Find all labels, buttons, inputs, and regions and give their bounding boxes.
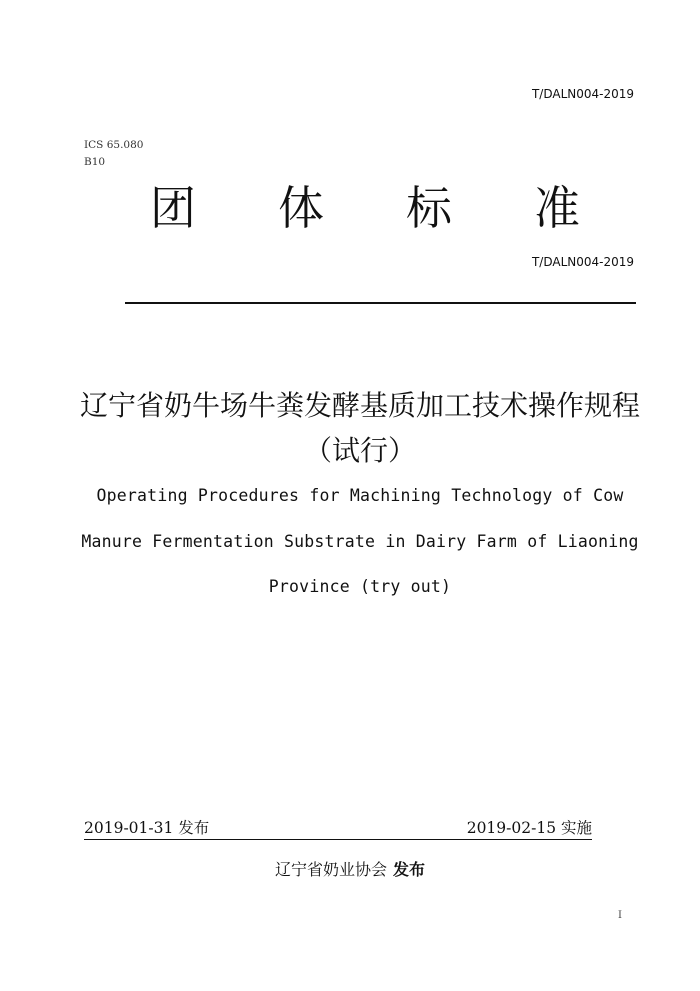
ccs-code: B10 <box>84 156 106 168</box>
doc-type-char-3: 标 <box>406 181 452 235</box>
issuer-verb: 发布 <box>393 860 426 879</box>
doc-type-char-2: 体 <box>278 181 324 235</box>
english-title-line-3: Province (try out) <box>268 577 452 596</box>
classification-block <box>84 137 143 171</box>
document-type-title <box>150 178 580 238</box>
english-title-line-2: Manure Fermentation Substrate in Dairy Farm of Liaoning <box>81 532 639 551</box>
standard-number: T/DALN004-2019 <box>531 255 634 269</box>
issuer-org: 辽宁省奶业协会 <box>274 860 387 879</box>
doc-type-char-1: 团 <box>150 181 196 235</box>
page-number: I <box>618 910 622 921</box>
publish-date: 2019-01-31 发布 <box>84 819 210 837</box>
implement-date: 2019-02-15 实施 <box>466 819 592 837</box>
divider-rule <box>125 302 636 304</box>
english-title-line-1: Operating Procedures for Machining Technology of Cow <box>96 486 624 505</box>
ics-code: ICS 65.080 <box>84 139 144 151</box>
doc-type-char-4: 准 <box>534 181 580 235</box>
issuer-line <box>0 857 700 880</box>
chinese-title: 辽宁省奶牛场牛粪发酵基质加工技术操作规程（试行） <box>80 389 641 467</box>
header-standard-code: T/DALN004-2019 <box>531 87 634 101</box>
dates-row <box>84 816 592 840</box>
